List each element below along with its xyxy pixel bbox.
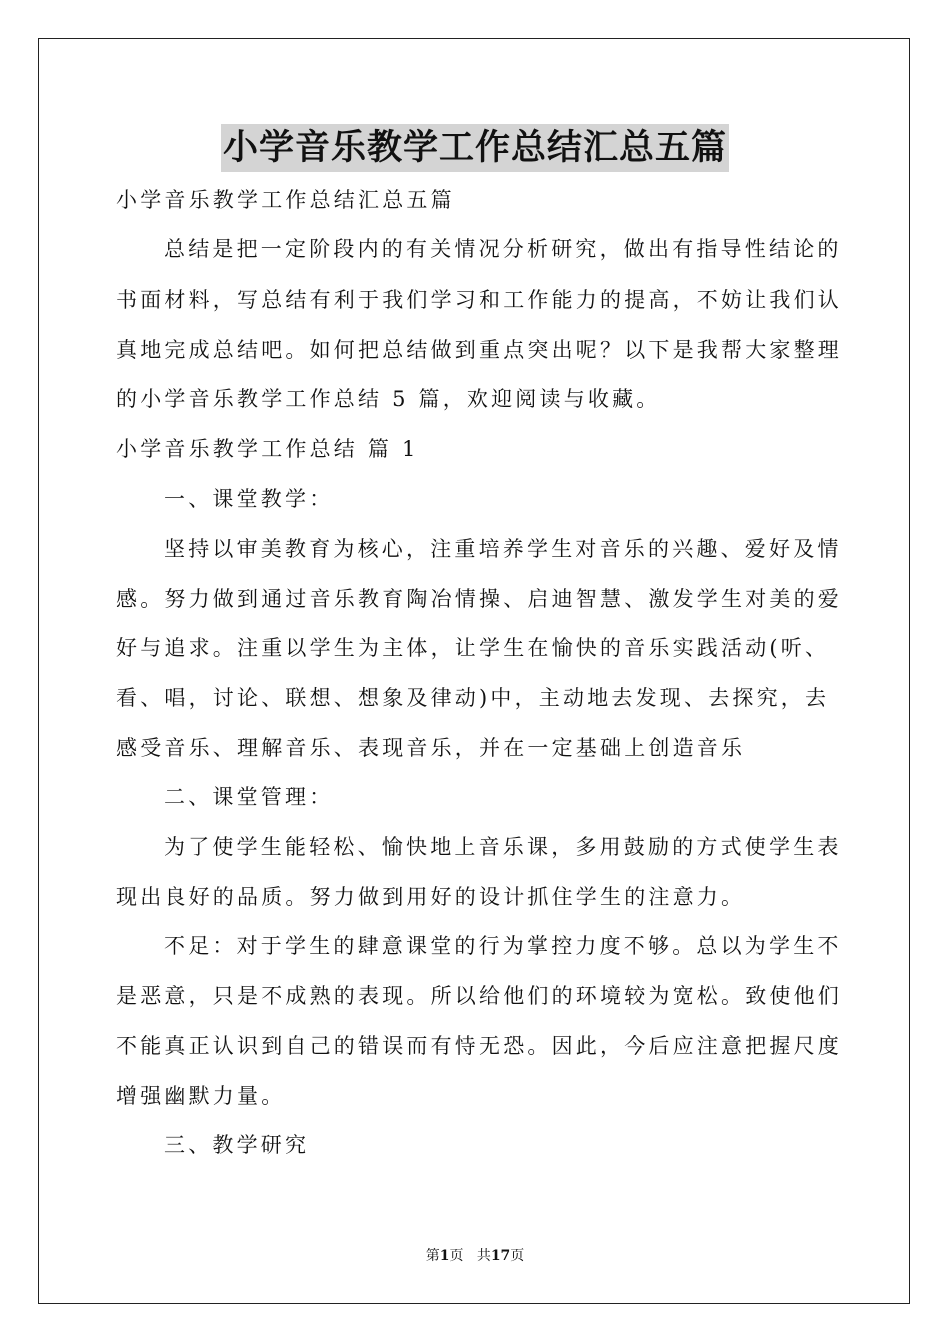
body-line: 感。努力做到通过音乐教育陶冶情操、启迪智慧、激发学生对美的爱	[116, 587, 842, 611]
body-line: 真地完成总结吧。如何把总结做到重点突出呢？以下是我帮大家整理	[116, 338, 842, 362]
footer-page-prefix: 第	[425, 1248, 440, 1264]
body-line: 不能真正认识到自己的错误而有恃无恐。因此，今后应注意把握尺度	[116, 1034, 842, 1058]
body-line: 现出良好的品质。努力做到用好的设计抓住学生的注意力。	[116, 885, 746, 909]
footer-total-suffix: 页	[510, 1248, 525, 1264]
subtitle-line: 小学音乐教学工作总结汇总五篇	[116, 188, 455, 212]
body-line: 坚持以审美教育为核心，注重培养学生对音乐的兴趣、爱好及情	[164, 537, 842, 561]
section-heading: 小学音乐教学工作总结 篇 1	[116, 437, 419, 461]
body-line: 的小学音乐教学工作总结 5 篇，欢迎阅读与收藏。	[116, 387, 661, 411]
subsection-heading: 三、教学研究	[164, 1133, 310, 1157]
body-line: 总结是把一定阶段内的有关情况分析研究，做出有指导性结论的	[164, 237, 842, 261]
body-line: 增强幽默力量。	[116, 1084, 286, 1108]
body-line: 看、唱，讨论、联想、想象及律动)中，主动地去发现、去探究，去	[116, 686, 830, 710]
title-wrap	[0, 124, 950, 172]
page-footer	[0, 1246, 950, 1266]
body-line: 是恶意，只是不成熟的表现。所以给他们的环境较为宽松。致使他们	[116, 984, 842, 1008]
footer-total-pages: 17	[490, 1248, 511, 1264]
document-title: 小学音乐教学工作总结汇总五篇	[221, 124, 729, 172]
footer-page-number: 1	[439, 1248, 450, 1264]
page-border	[38, 38, 910, 1304]
body-line: 书面材料，写总结有利于我们学习和工作能力的提高，不妨让我们认	[116, 288, 842, 312]
body-line: 好与追求。注重以学生为主体，让学生在愉快的音乐实践活动(听、	[116, 636, 830, 660]
body-line: 为了使学生能轻松、愉快地上音乐课，多用鼓励的方式使学生表	[164, 835, 842, 859]
subsection-heading: 二、课堂管理：	[164, 785, 334, 809]
subsection-heading: 一、课堂教学：	[164, 487, 334, 511]
footer-total-prefix: 共	[476, 1248, 491, 1264]
body-line: 感受音乐、理解音乐、表现音乐，并在一定基础上创造音乐	[116, 736, 746, 760]
footer-page-suffix: 页	[449, 1248, 464, 1264]
body-line: 不足：对于学生的肆意课堂的行为掌控力度不够。总以为学生不	[164, 934, 842, 958]
